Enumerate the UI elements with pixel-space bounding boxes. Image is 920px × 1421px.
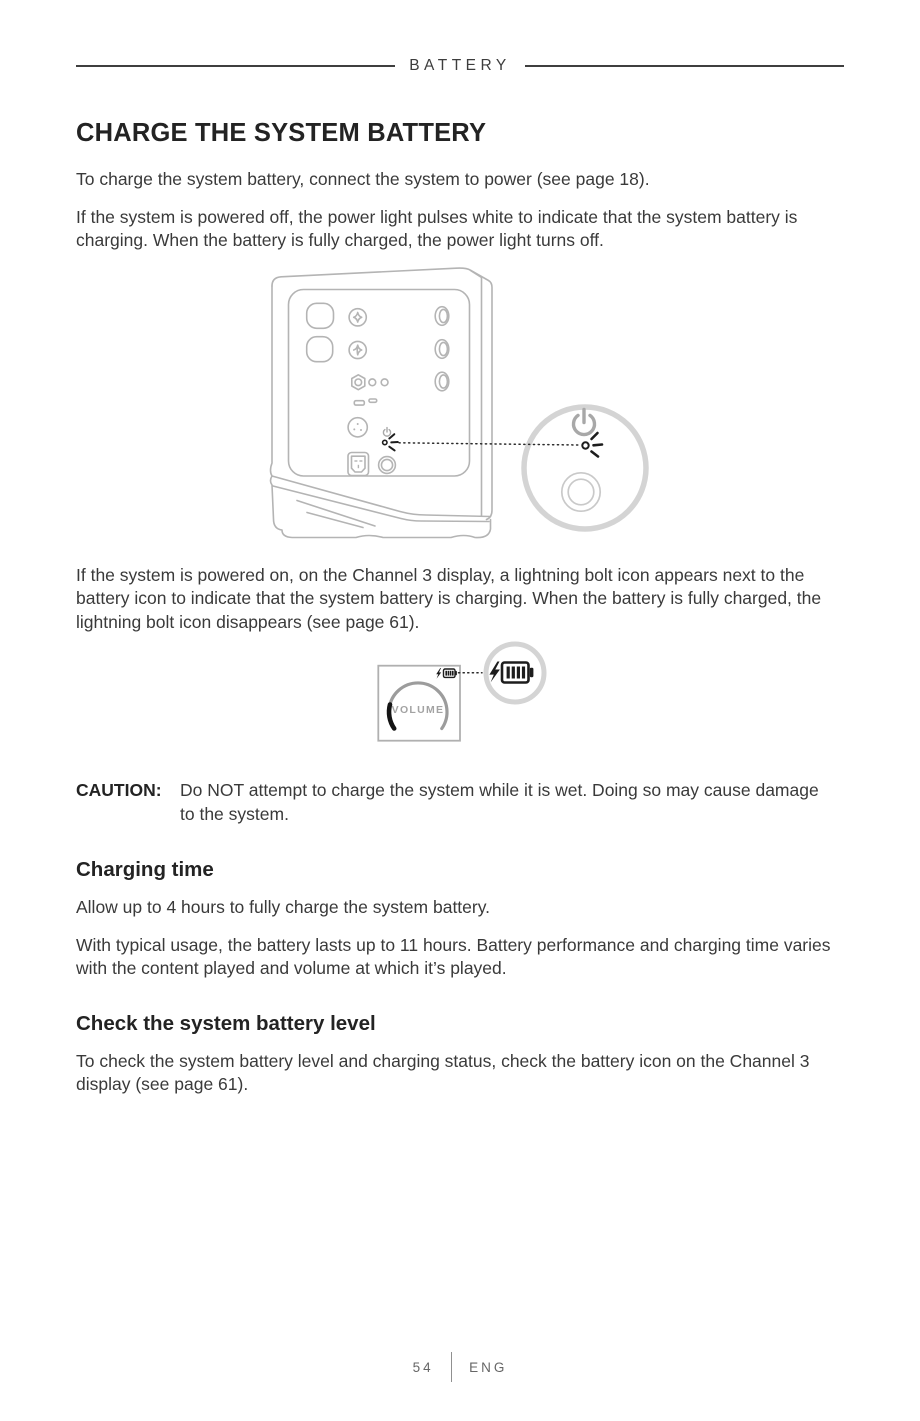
power-symbol-icon-small (383, 427, 390, 436)
caution-text: Do NOT attempt to charge the system while it is wet. Doing so may cause damage to the system. (180, 780, 819, 824)
page-number: 54 (412, 1359, 434, 1375)
power-led-icon (582, 442, 588, 448)
para-check-level: To check the system battery level and charging status, check the battery icon on the Channel 3 display (see page 61). (76, 1050, 810, 1094)
jack-small-2 (381, 378, 388, 385)
header-rule-right (525, 65, 844, 67)
power-led-rays-small (389, 434, 398, 450)
speaker-outline (271, 268, 493, 538)
para-powered-off: If the system is powered off, the power light pulses white to indicate that the system battery is charging. When the battery is fully charged, the power light turns off. (76, 206, 798, 250)
para-charging-hours: Allow up to 4 hours to fully charge the system battery. (76, 897, 491, 917)
speaker-rear-illustration (260, 258, 670, 548)
antenna-mount (352, 374, 365, 389)
page-footer (0, 1352, 920, 1382)
footer-divider (451, 1352, 453, 1382)
channel-knob-1 (349, 308, 366, 325)
control-panel (289, 289, 470, 476)
header-rule-left (76, 65, 395, 67)
volume-label: VOLUME (391, 704, 445, 716)
jack-small-1 (369, 378, 376, 385)
power-led-icon-small (383, 440, 387, 444)
para-battery-life: With typical usage, the battery lasts up to 11 hours. Battery performance and charging time varies with the content played and volume at which it’s played. (76, 934, 831, 978)
port-slot-2 (369, 399, 377, 402)
section-title-check-level: Check the system battery level (76, 1011, 376, 1035)
port-slot-1 (354, 400, 364, 404)
page-header (76, 0, 844, 75)
para-powered-on: If the system is powered on, on the Channel 3 display, a lightning bolt icon appears next to the battery icon to indicate that the system battery is charging. When the battery is fully charged, the lightning bolt icon disappears (see page 61). (76, 564, 822, 632)
page-title: CHARGE THE SYSTEM BATTERY (76, 119, 487, 147)
xlr-output (348, 417, 367, 436)
input-jack-2 (307, 336, 333, 361)
header-title: BATTERY (409, 57, 511, 74)
language-code: ENG (469, 1359, 508, 1375)
caution-note (76, 779, 844, 826)
caution-label: CAUTION: (76, 780, 162, 800)
input-jack-1 (307, 303, 334, 328)
para-charge-intro: To charge the system battery, connect the system to power (see page 18). (76, 169, 650, 189)
channel3-display-illustration (370, 639, 560, 749)
section-title-charging-time: Charging time (76, 858, 214, 881)
